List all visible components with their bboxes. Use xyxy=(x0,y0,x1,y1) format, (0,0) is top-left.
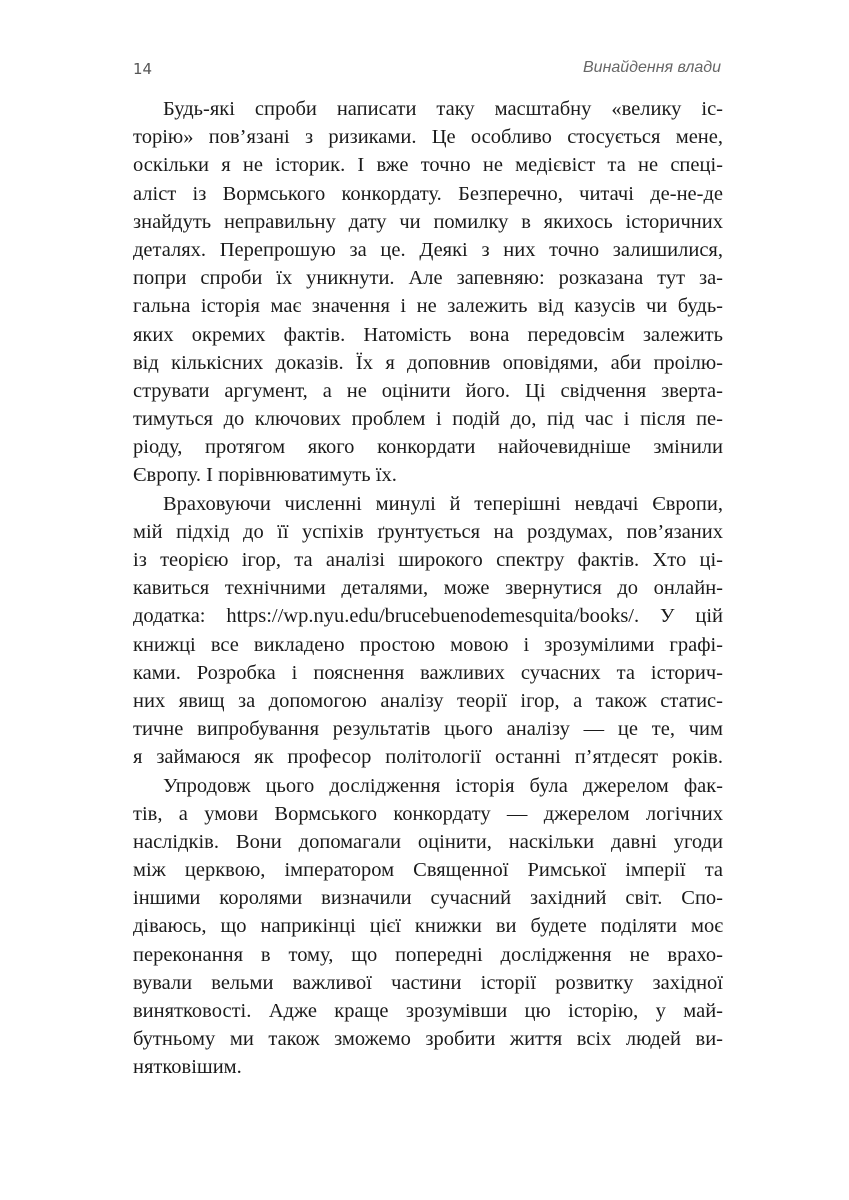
page-number: 14 xyxy=(133,60,153,78)
text-line: торію» пов’язані з ризиками. Це особливо стосується мене, xyxy=(133,126,723,149)
text-line: них явищ за допомогою аналізу теорії ігор, а також статис- xyxy=(133,689,723,712)
text-line: тів, а умови Вормського конкордату — джерелом логічних xyxy=(133,802,723,825)
paragraph xyxy=(133,95,723,490)
text-line: аліст із Вормського конкордату. Безперечно, читачі де-не-де xyxy=(133,182,723,205)
body-text xyxy=(133,95,723,1082)
text-line: Європу. І порівнюватимуть їх. xyxy=(133,464,397,487)
text-line: ріоду, протягом якого конкордати найочевидніше змінили xyxy=(133,436,723,459)
text-line: мій підхід до її успіхів ґрунтується на роздумах, пов’язаних xyxy=(133,520,723,543)
running-head: Винайдення влади xyxy=(583,59,721,76)
text-line: Упродовж цього дослідження історія була джерелом фак- xyxy=(163,774,723,797)
text-line: переконання в тому, що попередні дослідження не врахо- xyxy=(133,943,723,966)
text-line: Враховуючи численні минулі й теперішні невдачі Європи, xyxy=(163,492,723,515)
text-line: гальна історія має значення і не залежить від казусів чи будь- xyxy=(133,295,723,318)
text-line: я займаюся як професор політології останні п’ятдесят років. xyxy=(133,746,723,769)
paragraph xyxy=(133,772,723,1082)
text-line: бутньому ми також зможемо зробити життя всіх людей ви- xyxy=(133,1028,723,1051)
text-line: між церквою, імператором Священної Римської імперії та xyxy=(133,859,723,882)
text-line: нятковішим. xyxy=(133,1056,242,1079)
text-line: вували вельми важливої частини історії розвитку західної xyxy=(133,971,723,994)
text-line: яких окремих фактів. Натомість вона передовсім залежить xyxy=(133,323,723,346)
text-line: оскільки я не історик. І вже точно не медієвіст та не спеці- xyxy=(133,154,723,177)
text-line: винятковості. Адже краще зрозумівши цю історію, у май- xyxy=(133,1000,723,1022)
text-line: тимуться до ключових проблем і подій до, під час і після пе- xyxy=(133,408,723,431)
text-line: кавиться технічними деталями, може звернутися до онлайн- xyxy=(133,577,723,600)
text-line: іншими королями визначили сучасний західний світ. Спо- xyxy=(133,887,723,910)
text-line: попри спроби їх уникнути. Але запевняю: розказана тут за- xyxy=(133,267,723,290)
text-line: від кількісних доказів. Їх я доповнив оповідями, аби проілю- xyxy=(133,351,723,374)
text-line: книжці все викладено простою мовою і зрозумілими графі- xyxy=(133,633,723,656)
text-line: струвати аргумент, а не оцінити його. Ці свідчення зверта- xyxy=(133,379,723,402)
text-line: додатка: https://wp.nyu.edu/brucebuenodemesquita/books/. У цій xyxy=(133,605,723,628)
text-line: знайдуть неправильну дату чи помилку в якихось історичних xyxy=(133,210,723,233)
paragraph xyxy=(133,490,723,772)
text-line: ками. Розробка і пояснення важливих сучасних та історич- xyxy=(133,661,723,684)
text-line: наслідків. Вони допомагали оцінити, наскільки давні угоди xyxy=(133,830,723,853)
text-line: тичне випробування результатів цього аналізу — це те, чим xyxy=(133,718,723,741)
text-line: діваюсь, що наприкінці цієї книжки ви будете поділяти моє xyxy=(133,915,723,938)
text-line: деталях. Перепрошую за це. Деякі з них точно залишилися, xyxy=(133,238,723,261)
text-line: Будь-які спроби написати таку масштабну «велику іс- xyxy=(163,98,723,120)
text-line: із теорією ігор, та аналізі широкого спектру фактів. Хто ці- xyxy=(133,549,723,571)
